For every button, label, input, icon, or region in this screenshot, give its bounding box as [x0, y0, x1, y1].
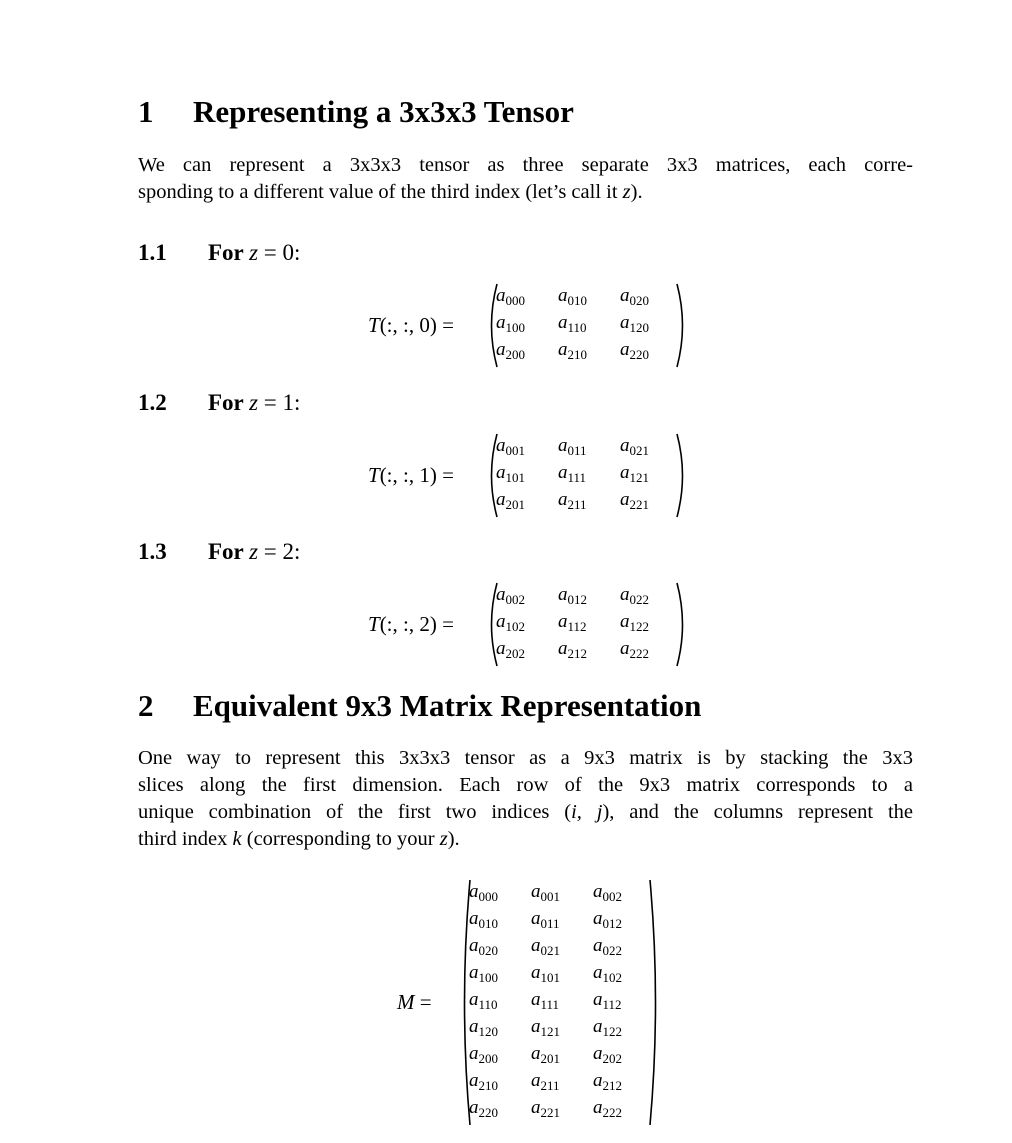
math-condition: = 2:: [258, 539, 301, 564]
matrix-entry: $a_{100}$: [496, 312, 525, 335]
matrix-entry: $a_{212}$: [558, 638, 587, 661]
matrix-entry: $a_{200}$: [469, 1043, 498, 1066]
matrix-entry: $a_{120}$: [620, 312, 649, 335]
matrix-entry: $a_{211}$: [558, 489, 587, 512]
matrix-entry: $a_{201}$: [531, 1043, 560, 1066]
subsection-label: For: [208, 240, 244, 265]
intro-text: sponding to a different value of the third index (let’s call it: [138, 181, 623, 203]
matrix-entry: $a_{020}$: [469, 935, 498, 958]
math-variable: z: [249, 240, 259, 265]
matrix-entry: $a_{110}$: [558, 312, 587, 335]
body-line: One way to represent this 3x3x3 tensor as a 9x3 matrix is by stacking the 3x3: [138, 747, 913, 769]
matrix-entry: $a_{202}$: [593, 1043, 622, 1066]
math-condition: = 0:: [258, 240, 301, 265]
math-variable: z: [439, 828, 448, 850]
matrix-entry: $a_{002}$: [593, 881, 622, 904]
body-text: unique combination of the first two indices (: [138, 801, 572, 823]
right-parenthesis: [677, 434, 683, 517]
matrix-entry: $a_{201}$: [496, 489, 525, 512]
math-condition: = 1:: [258, 390, 301, 415]
subsection-number: 1.3: [138, 539, 167, 564]
body-line: [138, 799, 913, 826]
matrix-entry: $a_{101}$: [531, 962, 560, 985]
section-title: Equivalent 9x3 Matrix Representation: [193, 688, 702, 723]
matrix-entry: $a_{022}$: [620, 584, 649, 607]
subsection-label: For: [208, 539, 244, 564]
subsection-label: For: [208, 390, 244, 415]
intro-line: We can represent a 3x3x3 tensor as three separate 3x3 matrices, each corre-: [138, 154, 913, 176]
intro-line: [138, 179, 913, 206]
intro-text: ).: [630, 181, 643, 203]
matrix-entry: $a_{111}$: [558, 462, 587, 485]
right-parenthesis: [677, 583, 683, 666]
right-parenthesis: [650, 880, 656, 1125]
matrix-entry: $a_{221}$: [531, 1097, 560, 1120]
matrix-entry: $a_{121}$: [620, 462, 649, 485]
subsection-1-1-heading: [138, 240, 300, 266]
right-parenthesis: [677, 284, 683, 367]
matrix-entry: $a_{001}$: [496, 435, 525, 458]
matrix-entry: $a_{221}$: [620, 489, 649, 512]
matrix-entry: $a_{112}$: [593, 989, 622, 1012]
matrix-entry: $a_{020}$: [620, 285, 649, 308]
equation-lhs: T(:, :, 0) =: [368, 312, 454, 337]
matrix-entry: $a_{210}$: [558, 339, 587, 362]
matrix-entry: $a_{112}$: [558, 611, 587, 634]
body-text: ), and the columns represent the: [602, 801, 913, 823]
matrix-entry: $a_{102}$: [496, 611, 525, 634]
body-line: [138, 826, 913, 853]
matrix-entry: $a_{110}$: [469, 989, 498, 1012]
matrix-entry: $a_{202}$: [496, 638, 525, 661]
equation-lhs: T(:, :, 2) =: [368, 611, 454, 636]
subsection-math: [249, 390, 300, 415]
subsection-number: 1.2: [138, 390, 167, 415]
matrix-entry: $a_{001}$: [531, 881, 560, 904]
matrix-entry: $a_{012}$: [558, 584, 587, 607]
matrix-entry: $a_{220}$: [469, 1097, 498, 1120]
body-text: third index: [138, 828, 233, 850]
section-title: Representing a 3x3x3 Tensor: [193, 94, 574, 129]
matrix-entry: $a_{002}$: [496, 584, 525, 607]
section-1-heading: [138, 95, 574, 129]
subsection-1-3-heading: [138, 539, 300, 565]
matrix-entry: $a_{210}$: [469, 1070, 498, 1093]
subsection-math: [249, 539, 300, 564]
matrix-entry: $a_{111}$: [531, 989, 560, 1012]
equation-lhs: T(:, :, 1) =: [368, 462, 454, 487]
matrix-entry: $a_{100}$: [469, 962, 498, 985]
matrix-entry: $a_{122}$: [593, 1016, 622, 1039]
matrix-entry: $a_{012}$: [593, 908, 622, 931]
matrix-entry: $a_{222}$: [620, 638, 649, 661]
matrix-entry: $a_{011}$: [531, 908, 560, 931]
matrix-entry: $a_{000}$: [469, 881, 498, 904]
matrix-entry: $a_{010}$: [469, 908, 498, 931]
matrix-entry: $a_{021}$: [620, 435, 649, 458]
section-number: 2: [138, 688, 154, 723]
matrix-entry: $a_{222}$: [593, 1097, 622, 1120]
subsection-math: [249, 240, 300, 265]
section-1-intro: [138, 152, 913, 206]
body-line: slices along the first dimension. Each row of the 9x3 matrix corresponds to a: [138, 774, 913, 796]
matrix-entry: $a_{220}$: [620, 339, 649, 362]
math-variable: z: [622, 181, 631, 203]
matrix-entry: $a_{011}$: [558, 435, 587, 458]
subsection-1-2-heading: [138, 390, 300, 416]
body-text: (corresponding to your: [241, 828, 440, 850]
matrix-entry: $a_{211}$: [531, 1070, 560, 1093]
matrix-entry: $a_{010}$: [558, 285, 587, 308]
matrix-entry: $a_{101}$: [496, 462, 525, 485]
matrix-entry: $a_{022}$: [593, 935, 622, 958]
math-variable: z: [249, 539, 259, 564]
subsection-number: 1.1: [138, 240, 167, 265]
matrix-entry: $a_{000}$: [496, 285, 525, 308]
body-text: ).: [447, 828, 460, 850]
matrix-entry: $a_{212}$: [593, 1070, 622, 1093]
matrix-entry: $a_{122}$: [620, 611, 649, 634]
section-2-heading: [138, 689, 701, 723]
section-number: 1: [138, 94, 154, 129]
matrix-entry: $a_{021}$: [531, 935, 560, 958]
math-variable: i, j: [571, 801, 603, 823]
math-variable: z: [249, 390, 259, 415]
matrix-entry: $a_{102}$: [593, 962, 622, 985]
section-2-body: [138, 745, 913, 853]
matrix-entry: $a_{121}$: [531, 1016, 560, 1039]
math-variable: k: [232, 828, 242, 850]
matrix-entry: $a_{120}$: [469, 1016, 498, 1039]
matrix-entry: $a_{200}$: [496, 339, 525, 362]
equation-lhs: M =: [397, 989, 432, 1014]
